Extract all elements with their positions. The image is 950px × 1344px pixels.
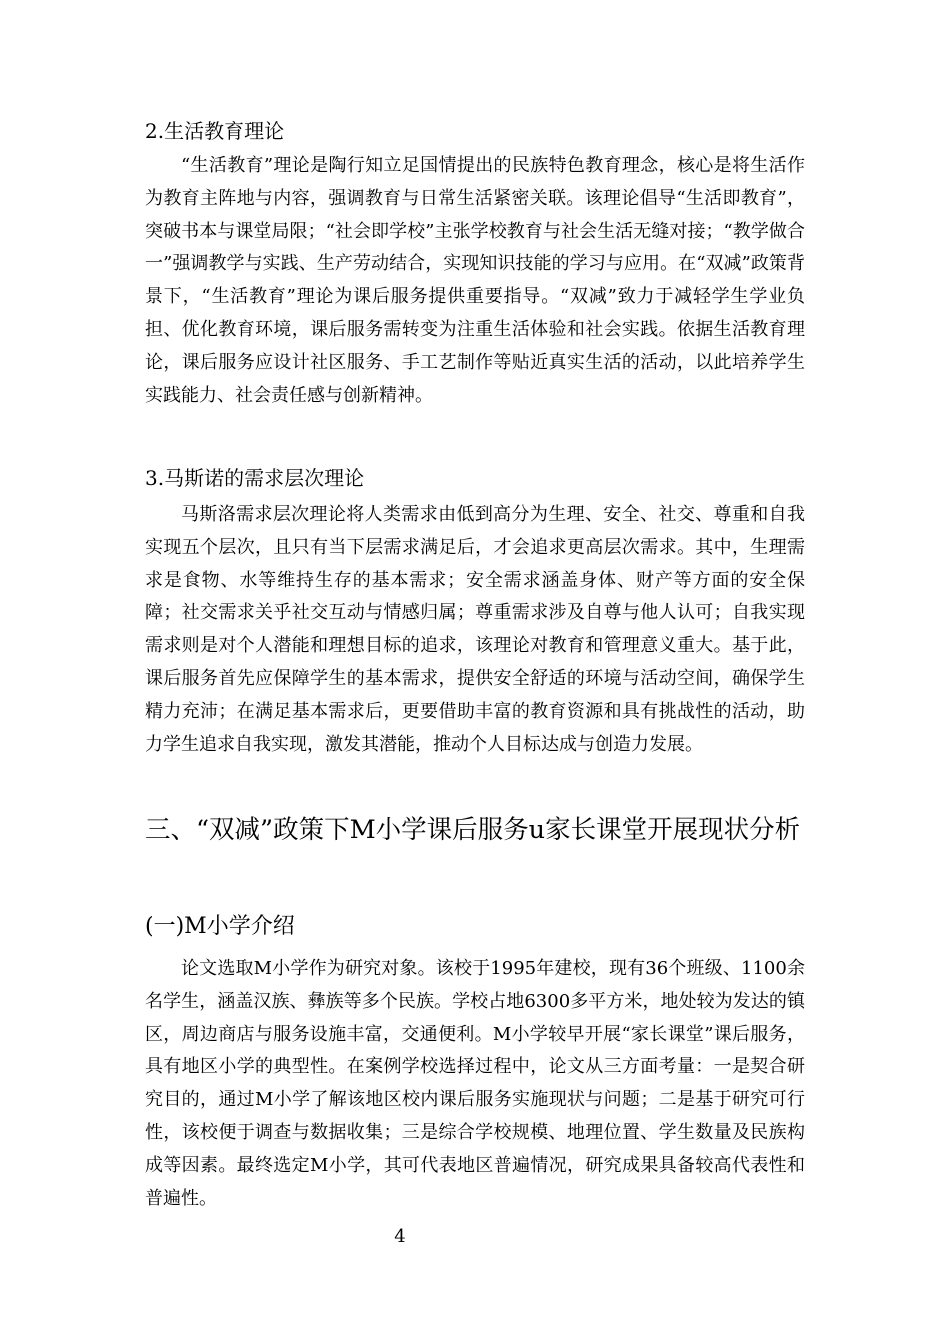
chapter-heading: 三、“双减”政策下M小学课后服务u家长课堂开展现状分析: [145, 815, 801, 845]
page-number: 4: [394, 1226, 406, 1247]
paragraph-life-education: “生活教育”理论是陶行知立足国情提出的民族特色教育理念，核心是将生活作为教育主阵地与内容，强调教育与日常生活紧密关联。该理论倡导“生活即教育”，突破书本与课堂局限；“社会即学校”主张学校教育与社会生活无缝对接；“教学做合一”强调教学与实践、生产劳动结合，实现知识技能的学习与应用。在“双减”政策背景下，“生活教育”理论为课后服务提供重要指导。“双减”致力于减轻学生学业负担、优化教育环境，课后服务需转变为注重生活体验和社会实践。依据生活教育理论，课后服务应设计社区服务、手工艺制作等贴近真实生活的活动，以此培养学生实践能力、社会责任感与创新精神。: [145, 155, 805, 406]
paragraph-maslow: 马斯洛需求层次理论将人类需求由低到高分为生理、安全、社交、尊重和自我实现五个层次，且只有当下层需求满足后，才会追求更高层次需求。其中，生理需求是食物、水等维持生存的基本需求；安全需求涵盖身体、财产等方面的安全保障；社交需求关乎社交互动与情感归属；尊重需求涉及自尊与他人认可；自我实现需求则是对个人潜能和理想目标的追求，该理论对教育和管理意义重大。基于此，课后服务首先应保障学生的基本需求，提供安全舒适的环境与活动空间，确保学生精力充沛；在满足基本需求后，更要借助丰富的教育资源和具有挑战性的活动，助力学生追求自我实现，激发其潜能，推动个人目标达成与创造力发展。: [145, 504, 805, 755]
paragraph-school-intro: 论文选取M小学作为研究对象。该校于1995年建校，现有36个班级、1100余名学生，涵盖汉族、彝族等多个民族。学校占地6300多平方米，地处较为发达的镇区，周边商店与服务设施丰富，交通便利。M小学较早开展“家长课堂”课后服务，具有地区小学的典型性。在案例学校选择过程中，论文从三方面考量：一是契合研究目的，通过M小学了解该地区校内课后服务实施现状与问题；二是基于研究可行性，该校便于调查与数据收集；三是综合学校规模、地理位置、学生数量及民族构成等因素。最终选定M小学，其可代表地区普遍情况，研究成果具备较高代表性和普遍性。: [145, 958, 805, 1209]
section-heading-maslow: 3.马斯诺的需求层次理论: [145, 466, 365, 490]
section-heading-life-education: 2.生活教育理论: [145, 119, 285, 143]
subsection-heading-school-intro: (一)M小学介绍: [145, 914, 295, 939]
